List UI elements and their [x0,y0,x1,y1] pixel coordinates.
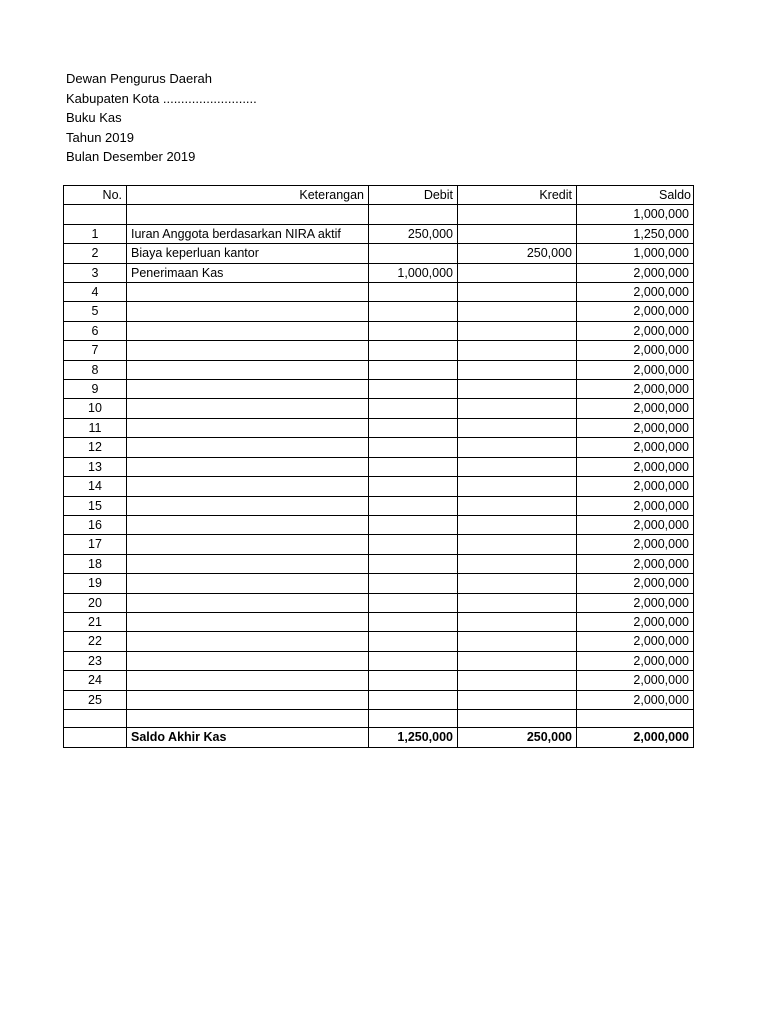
row-debit [369,709,458,727]
table-row [64,515,694,534]
row-saldo: 2,000,000 [577,632,694,651]
total-row [64,728,694,747]
table-row [64,709,694,727]
row-kredit [458,515,577,534]
table-row [64,671,694,690]
table-row [64,690,694,709]
document-header [66,69,257,167]
row-kredit [458,341,577,360]
table-row [64,554,694,573]
table-header-row [64,186,694,205]
row-description: Biaya keperluan kantor [127,244,369,263]
row-saldo: 2,000,000 [577,438,694,457]
row-saldo: 2,000,000 [577,418,694,437]
table-row [64,244,694,263]
row-description [127,554,369,573]
row-saldo: 2,000,000 [577,593,694,612]
row-description [127,205,369,224]
row-kredit [458,651,577,670]
row-description [127,612,369,631]
row-debit [369,632,458,651]
table-row [64,302,694,321]
row-number: 3 [64,263,127,282]
row-description [127,457,369,476]
row-kredit [458,593,577,612]
row-debit: 250,000 [369,224,458,243]
row-description [127,360,369,379]
row-number: 15 [64,496,127,515]
row-saldo: 2,000,000 [577,651,694,670]
row-kredit [458,302,577,321]
table-row [64,593,694,612]
total-saldo: 2,000,000 [577,728,694,747]
table-row [64,612,694,631]
row-number: 21 [64,612,127,631]
row-saldo: 2,000,000 [577,554,694,573]
row-number: 7 [64,341,127,360]
row-kredit [458,690,577,709]
year-label: Tahun 2019 [66,129,134,145]
row-number: 16 [64,515,127,534]
row-debit [369,321,458,340]
row-kredit [458,283,577,302]
row-description [127,651,369,670]
row-saldo: 2,000,000 [577,671,694,690]
row-debit [369,205,458,224]
row-saldo: 2,000,000 [577,574,694,593]
total-number [64,728,127,747]
row-number: 1 [64,224,127,243]
table-row [64,360,694,379]
row-kredit [458,671,577,690]
row-number: 10 [64,399,127,418]
table-row [64,321,694,340]
row-saldo: 2,000,000 [577,457,694,476]
city-name: Kabupaten Kota .......................... [66,90,257,106]
org-name: Dewan Pengurus Daerah [66,71,212,86]
row-debit [369,554,458,573]
row-debit [369,302,458,321]
row-debit [369,574,458,593]
row-kredit [458,496,577,515]
table-row [64,496,694,515]
row-debit [369,457,458,476]
row-number: 12 [64,438,127,457]
row-kredit [458,457,577,476]
table-row [64,263,694,282]
row-kredit [458,380,577,399]
row-saldo: 2,000,000 [577,477,694,496]
table-row [64,574,694,593]
row-debit [369,651,458,670]
row-debit [369,283,458,302]
row-number [64,205,127,224]
row-debit [369,515,458,534]
row-description [127,535,369,554]
row-description [127,341,369,360]
row-kredit [458,321,577,340]
table-row [64,535,694,554]
row-number: 14 [64,477,127,496]
row-saldo: 2,000,000 [577,263,694,282]
table-row [64,205,694,224]
table-row [64,438,694,457]
table-row [64,651,694,670]
row-description [127,574,369,593]
row-kredit [458,477,577,496]
row-description [127,632,369,651]
row-number: 19 [64,574,127,593]
row-description [127,690,369,709]
column-header-debit: Debit [369,186,458,205]
row-saldo: 2,000,000 [577,535,694,554]
row-debit [369,535,458,554]
row-debit [369,380,458,399]
column-header-no: No. [64,186,127,205]
row-debit [369,438,458,457]
row-number: 13 [64,457,127,476]
row-description [127,302,369,321]
row-description [127,709,369,727]
table-row [64,457,694,476]
row-kredit [458,535,577,554]
row-saldo: 1,000,000 [577,205,694,224]
row-saldo [577,709,694,727]
row-debit [369,477,458,496]
row-debit [369,399,458,418]
row-description [127,283,369,302]
table-row [64,224,694,243]
table-row [64,399,694,418]
row-saldo: 2,000,000 [577,690,694,709]
row-number: 8 [64,360,127,379]
row-number: 5 [64,302,127,321]
row-number: 11 [64,418,127,437]
row-kredit: 250,000 [458,244,577,263]
row-description [127,380,369,399]
row-number [64,709,127,727]
row-kredit [458,632,577,651]
row-description [127,496,369,515]
row-saldo: 2,000,000 [577,302,694,321]
table-row [64,283,694,302]
column-header-saldo: Saldo [577,186,694,205]
row-description: Penerimaan Kas [127,263,369,282]
row-number: 25 [64,690,127,709]
row-debit [369,360,458,379]
row-debit: 1,000,000 [369,263,458,282]
total-debit: 1,250,000 [369,728,458,747]
row-kredit [458,360,577,379]
row-debit [369,671,458,690]
row-saldo: 2,000,000 [577,321,694,340]
row-kredit [458,224,577,243]
row-number: 23 [64,651,127,670]
row-description [127,438,369,457]
row-kredit [458,399,577,418]
row-description [127,515,369,534]
row-saldo: 2,000,000 [577,612,694,631]
table-row [64,632,694,651]
row-saldo: 2,000,000 [577,341,694,360]
row-debit [369,690,458,709]
row-number: 2 [64,244,127,263]
table-row [64,341,694,360]
row-saldo: 1,000,000 [577,244,694,263]
row-description [127,399,369,418]
row-number: 18 [64,554,127,573]
row-description [127,477,369,496]
row-description [127,321,369,340]
total-label: Saldo Akhir Kas [127,728,369,747]
row-number: 20 [64,593,127,612]
cash-book-table [63,185,694,748]
row-description [127,671,369,690]
row-saldo: 2,000,000 [577,360,694,379]
row-description [127,418,369,437]
row-number: 4 [64,283,127,302]
row-debit [369,612,458,631]
row-debit [369,341,458,360]
row-kredit [458,438,577,457]
row-description: Iuran Anggota berdasarkan NIRA aktif [127,224,369,243]
row-saldo: 2,000,000 [577,380,694,399]
row-kredit [458,418,577,437]
row-debit [369,418,458,437]
column-header-keterangan: Keterangan [127,186,369,205]
row-kredit [458,554,577,573]
column-header-kredit: Kredit [458,186,577,205]
document-title: Buku Kas [66,110,122,125]
row-number: 17 [64,535,127,554]
row-debit [369,244,458,263]
row-saldo: 2,000,000 [577,399,694,418]
total-kredit: 250,000 [458,728,577,747]
row-kredit [458,205,577,224]
row-saldo: 2,000,000 [577,283,694,302]
row-saldo: 2,000,000 [577,496,694,515]
row-kredit [458,709,577,727]
table-row [64,418,694,437]
row-number: 9 [64,380,127,399]
row-kredit [458,263,577,282]
month-label: Bulan Desember 2019 [66,149,196,164]
row-saldo: 2,000,000 [577,515,694,534]
row-kredit [458,612,577,631]
row-debit [369,593,458,612]
row-number: 6 [64,321,127,340]
row-saldo: 1,250,000 [577,224,694,243]
row-number: 24 [64,671,127,690]
table-row [64,477,694,496]
row-debit [369,496,458,515]
row-kredit [458,574,577,593]
table-row [64,380,694,399]
row-number: 22 [64,632,127,651]
row-description [127,593,369,612]
